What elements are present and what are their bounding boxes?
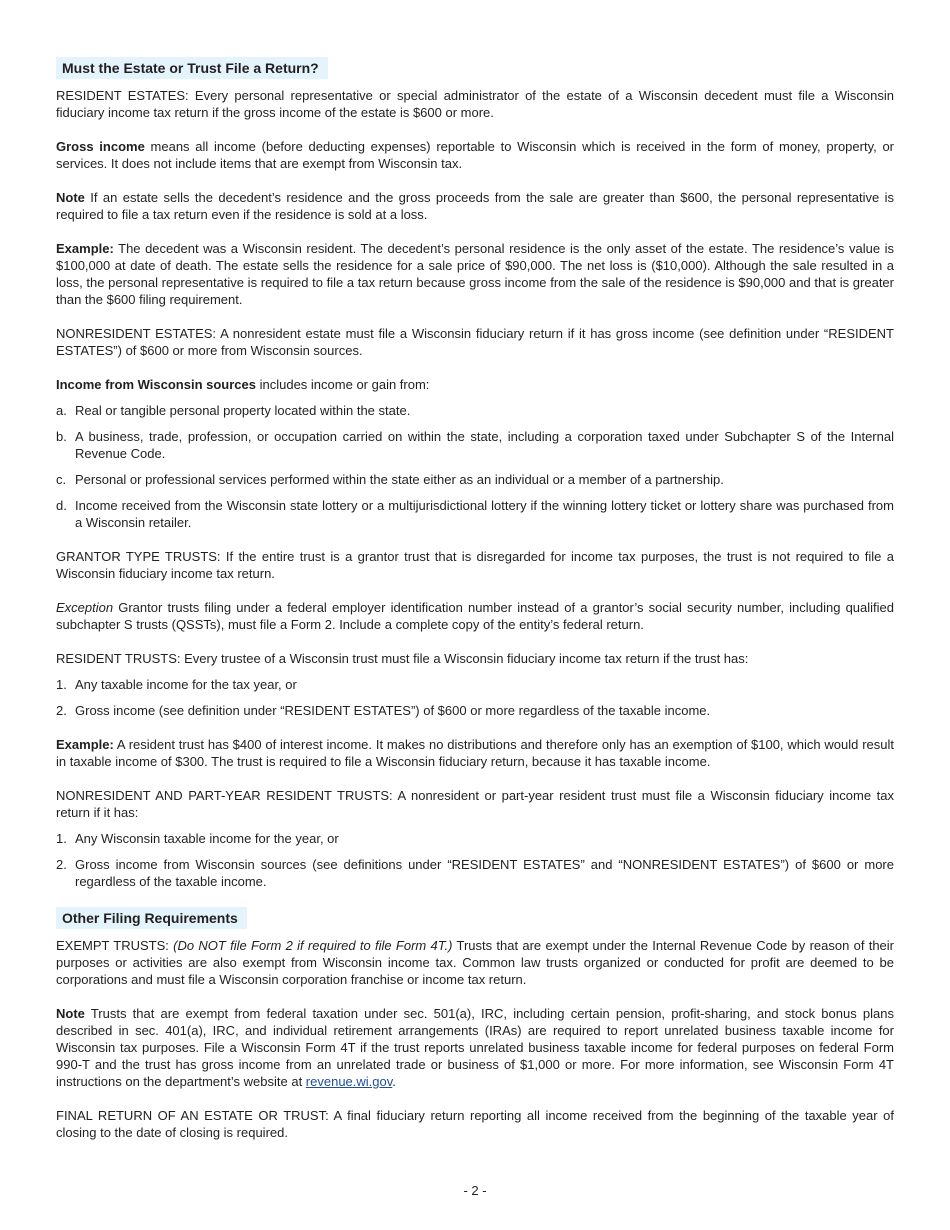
- grantor-trusts-paragraph: GRANTOR TYPE TRUSTS: If the entire trust is a grantor trust that is disregarded for income tax purposes, the trust is not required to file a Wisconsin fiduciary income tax return.: [56, 549, 894, 581]
- exempt-text: Trusts that are exempt under the Internal Revenue Code by reason of their purposes or activities are also exempt from Wisconsin income tax. Common law trusts organized or conducted for profit are deemed to be corporations and must file a Wisconsin corporation franchise or income tax return.: [56, 938, 895, 987]
- example-text: A resident trust has $400 of interest income. It makes no distributions and therefore only has an exemption of $100, which would result in taxable income of $300. The trust is required to file a Wisconsin fiduciary return, because it has taxable income.: [56, 737, 894, 769]
- income-sources-list: [56, 402, 894, 531]
- list-marker: 1.: [56, 677, 67, 692]
- exception-text: Grantor trusts filing under a federal employer identification number instead of a grantor’s social security number, including qualified subchapter S trusts (QSSTs), must file a Form 2. Include a complete copy of the entity’s federal return.: [56, 600, 894, 632]
- gross-income-term: Gross income: [56, 139, 145, 154]
- exempt-italic-note: (Do NOT file Form 2 if required to file Form 4T.): [173, 938, 453, 953]
- exempt-trusts-paragraph: [56, 937, 894, 988]
- list-item: [56, 676, 894, 693]
- section-heading-must-file: Must the Estate or Trust File a Return?: [56, 57, 328, 79]
- income-sources-paragraph: [56, 376, 894, 393]
- list-item-text: Gross income (see definition under “RESIDENT ESTATES”) of $600 or more regardless of the taxable income.: [75, 703, 711, 718]
- example-trust-paragraph: [56, 736, 894, 770]
- gross-income-paragraph: [56, 138, 894, 172]
- note-end: .: [392, 1074, 396, 1089]
- list-marker: 2.: [56, 857, 67, 872]
- list-marker: b.: [56, 429, 67, 444]
- note-estate-sale-paragraph: [56, 189, 894, 223]
- list-marker: 1.: [56, 831, 67, 846]
- income-sources-text: includes income or gain from:: [256, 377, 430, 392]
- list-item: [56, 497, 894, 531]
- revenue-website-link[interactable]: revenue.wi.gov: [305, 1074, 393, 1089]
- gross-income-text: means all income (before deducting expenses) reportable to Wisconsin which is received in the form of money, property, or services. It does not include items that are exempt from Wisconsin tax.: [56, 139, 894, 171]
- example-term: Example:: [56, 241, 114, 256]
- income-sources-term: Income from Wisconsin sources: [56, 377, 256, 392]
- list-item-text: A business, trade, profession, or occupation carried on within the state, including a corporation taxed under Subchapter S of the Internal Revenue Code.: [75, 429, 894, 461]
- resident-estates-paragraph: RESIDENT ESTATES: Every personal representative or special administrator of the estate of a Wisconsin decedent must file a Wisconsin fiduciary income tax return if the gross income of the estate is $600 or more.: [56, 88, 894, 120]
- example-estate-paragraph: [56, 240, 894, 308]
- note-term: Note: [56, 1006, 85, 1021]
- nonresident-trusts-paragraph: NONRESIDENT AND PART-YEAR RESIDENT TRUSTS: A nonresident or part-year resident trust must file a Wisconsin fiduciary income tax return if it has:: [56, 788, 894, 820]
- list-item: [56, 428, 894, 462]
- exception-paragraph: [56, 599, 894, 633]
- section-heading-other-requirements: Other Filing Requirements: [56, 907, 247, 929]
- list-item-text: Any taxable income for the tax year, or: [75, 677, 297, 692]
- note-text: If an estate sells the decedent’s residence and the gross proceeds from the sale are greater than $600, the personal representative is required to file a tax return even if the residence is sold at a loss.: [56, 190, 894, 222]
- list-marker: 2.: [56, 703, 67, 718]
- list-item-text: Income received from the Wisconsin state lottery or a multijurisdictional lottery if the winning lottery ticket or lottery share was purchased from a Wisconsin retailer.: [75, 498, 894, 530]
- note-text: Trusts that are exempt from federal taxation under sec. 501(a), IRC, including certain pension, profit-sharing, and stock bonus plans described in sec. 401(a), IRC, and individual retirement arrangements (IRAs) are required to report unrelated business taxable income for Wisconsin tax purposes. File a Wisconsin Form 4T if the trust reports unrelated business taxable income for federal purposes on federal Form 990-T and the trust has gross income from an unrelated trade or business of $1,000 or more. For more information, see Wisconsin Form 4T instructions on the department’s website at: [56, 1006, 894, 1089]
- list-item-text: Gross income from Wisconsin sources (see definitions under “RESIDENT ESTATES” and “NONRESIDENT ESTATES”) of $600 or more regardless of the taxable income.: [75, 857, 894, 889]
- note-term: Note: [56, 190, 85, 205]
- exempt-prefix: EXEMPT TRUSTS:: [56, 938, 174, 953]
- list-item: [56, 856, 894, 890]
- list-item-text: Any Wisconsin taxable income for the year, or: [75, 831, 339, 846]
- page-number: - 2 -: [463, 1183, 487, 1198]
- list-item-text: Real or tangible personal property located within the state.: [75, 403, 411, 418]
- list-marker: c.: [56, 472, 67, 487]
- page-content: [56, 57, 894, 1158]
- exception-term: Exception: [56, 600, 114, 615]
- list-item: [56, 402, 894, 419]
- note-exempt-paragraph: [56, 1005, 894, 1090]
- nonresident-trusts-list: [56, 830, 894, 890]
- list-item: [56, 471, 894, 488]
- final-return-paragraph: FINAL RETURN OF AN ESTATE OR TRUST: A final fiduciary return reporting all income received from the beginning of the taxable year of closing to the date of closing is required.: [56, 1108, 894, 1140]
- list-item: [56, 702, 894, 719]
- example-text: The decedent was a Wisconsin resident. The decedent’s personal residence is the only asset of the estate. The residence’s value is $100,000 at date of death. The estate sells the residence for a sale price of $90,000. The net loss is ($10,000). Although the sale resulted in a loss, the personal representative is required to file a tax return because gross income from the sale of the residence is $90,000 and that is greater than the $600 filing requirement.: [56, 241, 894, 307]
- example-term: Example:: [56, 737, 114, 752]
- nonresident-estates-paragraph: NONRESIDENT ESTATES: A nonresident estate must file a Wisconsin fiduciary return if it has gross income (see definition under “RESIDENT ESTATES”) of $600 or more from Wisconsin sources.: [56, 326, 894, 358]
- resident-trusts-list: [56, 676, 894, 719]
- list-marker: d.: [56, 498, 67, 513]
- list-item-text: Personal or professional services performed within the state either as an individual or a member of a partnership.: [75, 472, 724, 487]
- resident-trusts-paragraph: RESIDENT TRUSTS: Every trustee of a Wisconsin trust must file a Wisconsin fiduciary income tax return if the trust has:: [56, 651, 749, 666]
- list-marker: a.: [56, 403, 67, 418]
- list-item: [56, 830, 894, 847]
